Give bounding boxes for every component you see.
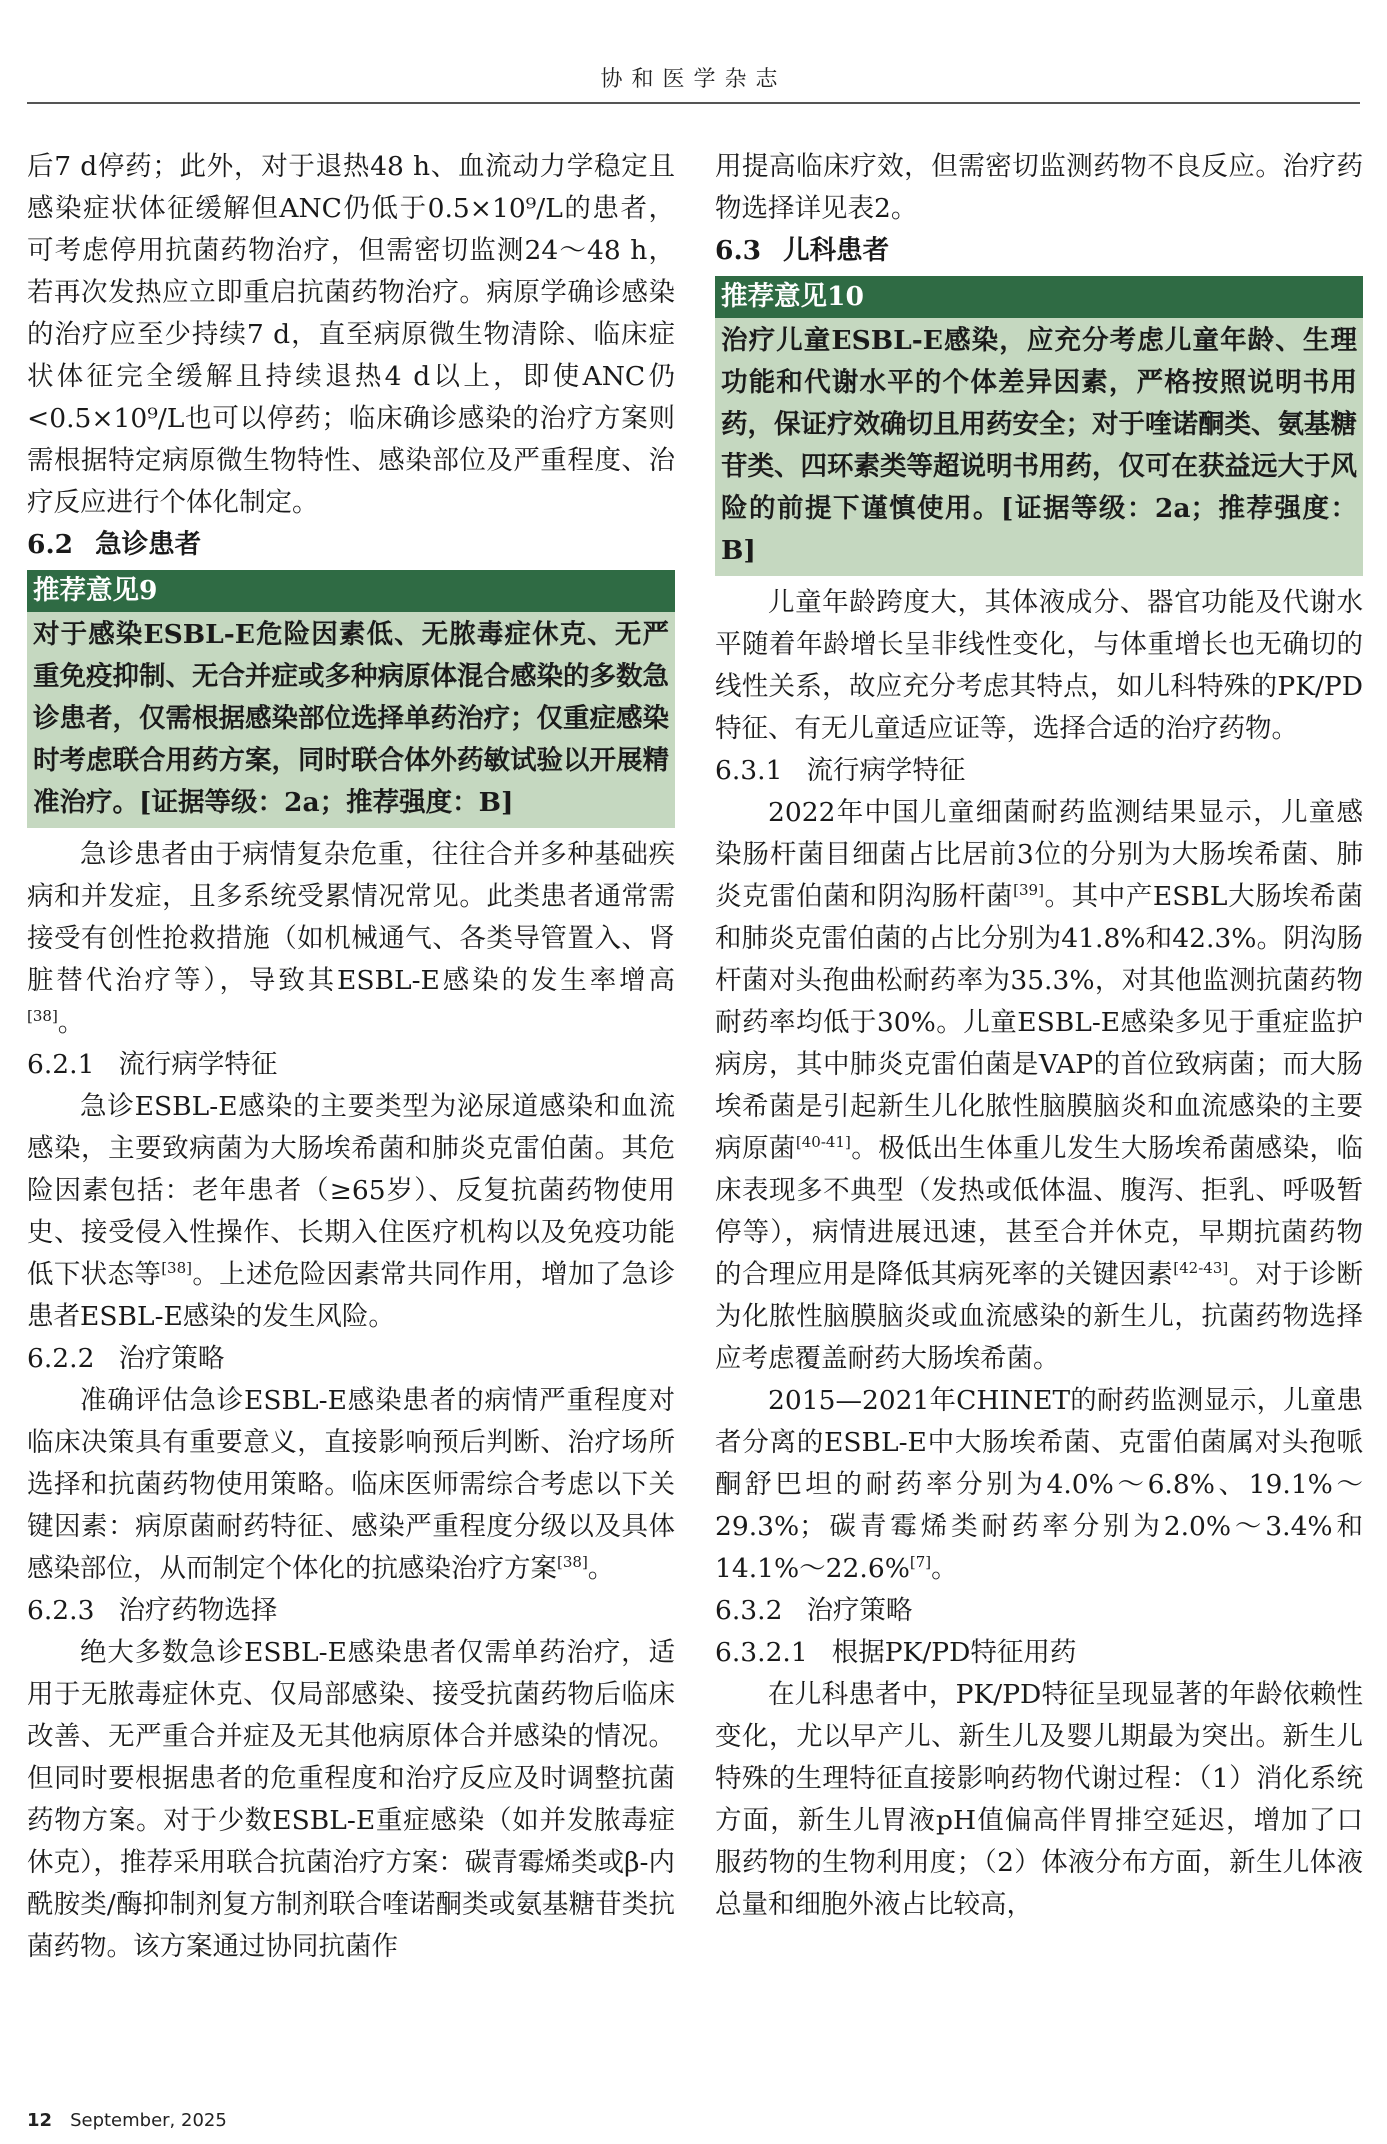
section-heading-6-3-1 <box>715 750 1363 792</box>
section-title: 治疗策略 <box>806 1595 913 1626</box>
recommendation-title: 推荐意见9 <box>27 570 675 612</box>
paragraph-text-end: 。 <box>57 1007 85 1038</box>
citation: [39] <box>1013 881 1044 900</box>
section-number: 6.3.2.1 <box>715 1637 808 1668</box>
journal-title: 协和医学杂志 <box>600 67 787 92</box>
issue-date: September, 2025 <box>70 2110 227 2131</box>
recommendation-9 <box>27 570 675 828</box>
paragraph-strategy <box>27 1380 675 1590</box>
section-heading-6-3-2 <box>715 1590 1363 1632</box>
citation: [40-41] <box>795 1133 851 1152</box>
section-number: 6.2.1 <box>27 1049 95 1080</box>
section-heading-6-2 <box>27 524 675 566</box>
paragraph-text: 。其中产ESBL大肠埃希菌和肺炎克雷伯菌的占比分别为41.8%和42.3%。阴沟肠杆菌对头孢曲松耐药率为35.3%，对其他监测抗菌药物耐药率均低于30%。儿童ESBL-E感染多见于重症监护病房，其中肺炎克雷伯菌是VAP的首位致病菌；而大肠埃希菌是引起新生儿化脓性脑膜脑炎和血流感染的主要病原菌 <box>715 881 1364 1164</box>
recommendation-10 <box>715 276 1363 576</box>
paragraph-text: 。极低出生体重儿发生大肠埃希菌感染，临床表现多不典型（发热或低体温、腹泻、拒乳、呼吸暂停等），病情进展迅速，甚至合并休克，早期抗菌药物的合理应用是降低其病死率的关键因素 <box>715 1133 1364 1290</box>
section-title: 流行病学特征 <box>806 755 966 786</box>
right-column <box>715 146 1363 1926</box>
paragraph-text: 准确评估急诊ESBL-E感染患者的病情严重程度对临床决策具有重要意义，直接影响预后判断、治疗场所选择和抗菌药物使用策略。临床医师需综合考虑以下关键因素：病原菌耐药特征、感染严重程度分级以及具体感染部位，从而制定个体化的抗感染治疗方案 <box>27 1385 675 1584</box>
section-number: 6.2 <box>27 529 74 560</box>
page-number: 12 <box>27 2110 53 2131</box>
paragraph-drug-selection: 绝大多数急诊ESBL-E感染患者仅需单药治疗，适用于无脓毒症休克、仅局部感染、接受抗菌药物后临床改善、无严重合并症及无其他病原体合并感染的情况。但同时要根据患者的危重程度和治疗反应及时调整抗菌药物方案。对于少数ESBL-E重症感染（如并发脓毒症休克），推荐采用联合抗菌治疗方案：碳青霉烯类或β-内酰胺类/酶抑制剂复方制剂联合喹诺酮类或氨基糖苷类抗菌药物。该方案通过协同抗菌作 <box>27 1637 675 1962</box>
section-heading-6-2-1 <box>27 1044 675 1086</box>
section-title: 儿科患者 <box>783 235 890 266</box>
paragraph-continued: 用提高临床疗效，但需密切监测药物不良反应。治疗药物选择详见表2。 <box>715 151 1363 224</box>
recommendation-body: 对于感染ESBL-E危险因素低、无脓毒症休克、无严重免疫抑制、无合并症或多种病原体混合感染的多数急诊患者，仅需根据感染部位选择单药治疗；仅重症感染时考虑联合用药方案，同时联合体外药敏试验以开展精准治疗。[证据等级：2a；推荐强度：B] <box>27 612 675 828</box>
section-number: 6.2.3 <box>27 1595 95 1626</box>
paragraph-text-end: 。 <box>931 1553 958 1584</box>
paragraph-chinet <box>715 1380 1363 1590</box>
paragraph-pediatrics: 儿童年龄跨度大，其体液成分、器官功能及代谢水平随着年龄增长呈非线性变化，与体重增长也无确切的线性关系，故应充分考虑其特点，如儿科特殊的PK/PD特征、有无儿童适应证等，选择合适的治疗药物。 <box>715 587 1363 744</box>
left-column <box>27 146 675 1968</box>
paragraph-pkpd: 在儿科患者中，PK/PD特征呈现显著的年龄依赖性变化，尤以早产儿、新生儿及婴儿期最为突出。新生儿特殊的生理特征直接影响药物代谢过程：（1）消化系统方面，新生儿胃液pH值偏高伴胃排空延迟，增加了口服药物的生物利用度；（2）体液分布方面，新生儿体液总量和细胞外液占比较高， <box>715 1679 1363 1920</box>
section-title: 治疗药物选择 <box>118 1595 278 1626</box>
section-title: 急诊患者 <box>95 529 202 560</box>
paragraph-text: 急诊患者由于病情复杂危重，往往合并多种基础疾病和并发症，且多系统受累情况常见。此类患者通常需接受有创性抢救措施（如机械通气、各类导管置入、肾脏替代治疗等），导致其ESBL-E感染的发生率增高 <box>27 839 675 996</box>
section-title: 根据PK/PD特征用药 <box>831 1637 1077 1668</box>
paragraph-text: 2022年中国儿童细菌耐药监测结果显示，儿童感染肠杆菌目细菌占比居前3位的分别为大肠埃希菌、肺炎克雷伯菌和阴沟肠杆菌 <box>715 797 1363 912</box>
recommendation-title: 推荐意见10 <box>715 276 1363 318</box>
citation: [38] <box>27 1007 58 1026</box>
recommendation-body: 治疗儿童ESBL-E感染，应充分考虑儿童年龄、生理功能和代谢水平的个体差异因素，严格按照说明书用药，保证疗效确切且用药安全；对于喹诺酮类、氨基糖苷类、四环素类等超说明书用药，仅可在获益远大于风险的前提下谨慎使用。[证据等级：2a；推荐强度：B] <box>715 318 1363 576</box>
section-number: 6.2.2 <box>27 1343 95 1374</box>
citation: [38] <box>161 1259 192 1278</box>
paragraph-surveillance-2022 <box>715 792 1363 1380</box>
header-rule <box>27 102 1360 104</box>
paragraph-text: 。对于诊断为化脓性脑膜脑炎或血流感染的新生儿，抗菌药物选择应考虑覆盖耐药大肠埃希菌。 <box>715 1259 1364 1374</box>
citation: [38] <box>557 1553 588 1572</box>
page-footer <box>27 2110 227 2131</box>
paragraph-epidemiology <box>27 1086 675 1338</box>
section-title: 治疗策略 <box>118 1343 225 1374</box>
section-heading-6-2-2 <box>27 1338 675 1380</box>
section-number: 6.3.2 <box>715 1595 783 1626</box>
citation: [42-43] <box>1173 1259 1229 1278</box>
paragraph-text-end: 。 <box>587 1553 615 1584</box>
section-heading-6-2-3 <box>27 1590 675 1632</box>
paragraph-text-end: 。上述危险因素常共同作用，增加了急诊患者ESBL-E感染的发生风险。 <box>27 1259 676 1332</box>
paragraph-emergency <box>27 834 675 1044</box>
page-header <box>0 0 1387 105</box>
citation: [7] <box>909 1553 932 1572</box>
section-heading-6-3 <box>715 230 1363 272</box>
paragraph-text: 急诊ESBL-E感染的主要类型为泌尿道感染和血流感染，主要致病菌为大肠埃希菌和肺炎克雷伯菌。其危险因素包括：老年患者（≥65岁）、反复抗菌药物使用史、接受侵入性操作、长期入住医疗机构以及免疫功能低下状态等 <box>27 1091 675 1290</box>
section-number: 6.3.1 <box>715 755 783 786</box>
section-number: 6.3 <box>715 235 762 266</box>
paragraph-intro: 后7 d停药；此外，对于退热48 h、血流动力学稳定且感染症状体征缓解但ANC仍低于0.5×10⁹/L的患者，可考虑停用抗菌药物治疗，但需密切监测24～48 h，若再次发热应立即重启抗菌药物治疗。病原学确诊感染的治疗应至少持续7 d，直至病原微生物清除、临床症状体征完全缓解且持续退热4 d以上，即使ANC仍<0.5×10⁹/L也可以停药；临床确诊感染的治疗方案则需根据特定病原微生物特性、感染部位及严重程度、治疗反应进行个体化制定。 <box>27 151 675 518</box>
paragraph-text: 2015—2021年CHINET的耐药监测显示，儿童患者分离的ESBL-E中大肠埃希菌、克雷伯菌属对头孢哌酮舒巴坦的耐药率分别为4.0%～6.8%、19.1%～29.3%；碳青霉烯类耐药率分别为2.0%～3.4%和14.1%～22.6% <box>715 1385 1363 1584</box>
section-heading-6-3-2-1 <box>715 1632 1363 1674</box>
section-title: 流行病学特征 <box>118 1049 278 1080</box>
